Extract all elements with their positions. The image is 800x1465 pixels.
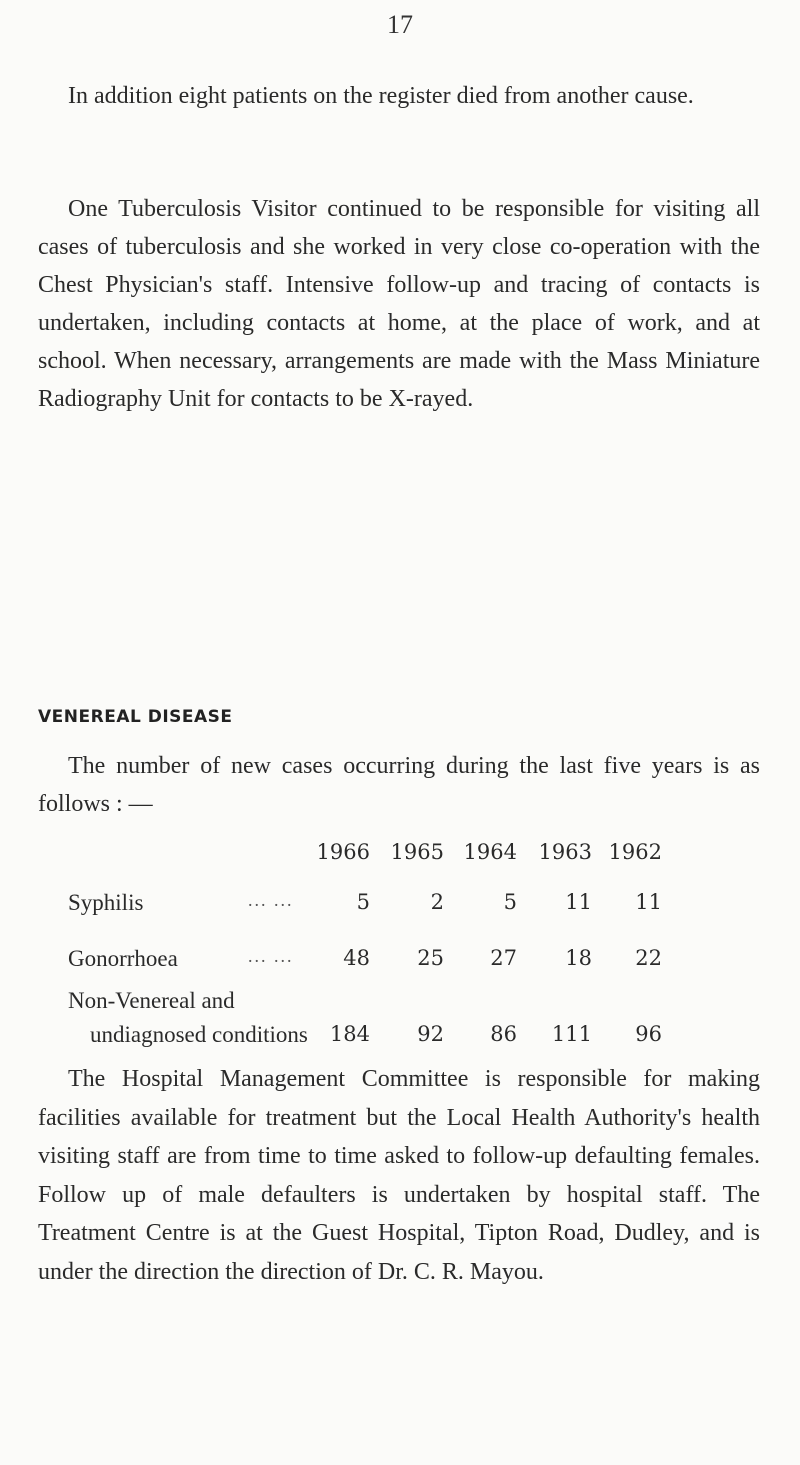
row-leader-dots: ... ... — [248, 890, 294, 910]
table-cell: 86 — [490, 1022, 517, 1046]
section-heading-venereal-disease: VENEREAL DISEASE — [38, 707, 233, 727]
paragraph-died-other-cause: In addition eight patients on the register died from another cause. — [68, 83, 694, 109]
table-cell: 18 — [565, 946, 592, 970]
table-cell: 111 — [551, 1022, 592, 1046]
page-number: 17 — [387, 10, 413, 39]
year-header: 1964 — [463, 840, 517, 864]
table-cell: 11 — [565, 890, 592, 914]
table-cell: 92 — [417, 1022, 444, 1046]
table-cell: 184 — [329, 1022, 370, 1046]
table-cell: 5 — [503, 890, 517, 914]
table-cell: 5 — [356, 890, 370, 914]
paragraph-tuberculosis-visitor: One Tuberculosis Visitor continued to be responsible for visiting all cases of tuberculosis and she worked in very close co-operation with the Chest Physician's staff. Intensive follow-up and tracing of contacts is undertaken, including contacts at home, at the place of work, and at school. When necessary, arrangements are made with the Mass Miniature Radiography Unit for contacts to be X-rayed. — [38, 196, 760, 412]
year-header: 1965 — [390, 840, 444, 864]
table-cell: 11 — [635, 890, 662, 914]
row-label-undiagnosed: undiagnosed conditions — [90, 1022, 308, 1047]
table-cell: 25 — [417, 946, 444, 970]
table-cell: 22 — [635, 946, 662, 970]
row-label-non-venereal: Non-Venereal and — [68, 988, 235, 1013]
row-label-syphilis: Syphilis — [68, 890, 144, 915]
year-header: 1962 — [608, 840, 662, 864]
year-header: 1963 — [538, 840, 592, 864]
table-cell: 96 — [635, 1022, 662, 1046]
table-cell: 2 — [430, 890, 444, 914]
table-cell: 48 — [343, 946, 370, 970]
year-header: 1966 — [316, 840, 370, 864]
paragraph-new-cases-intro: The number of new cases occurring during the last five years is as follows : — — [38, 753, 760, 817]
row-label-gonorrhoea: Gonorrhoea — [68, 946, 178, 971]
paragraph-hospital-management: The Hospital Management Committee is responsible for making facilities available for treatment but the Local Health Authority's health visiting staff are from time to time asked to follow-up defaulting females. Follow up of male defaulters is undertaken by hospital staff. The Treatment Centre is at the Guest Hospital, Tipton Road, Dudley, and is under the direction the direction of Dr. C. R. Mayou. — [38, 1066, 760, 1285]
row-leader-dots: ... ... — [248, 946, 294, 966]
table-cell: 27 — [490, 946, 517, 970]
